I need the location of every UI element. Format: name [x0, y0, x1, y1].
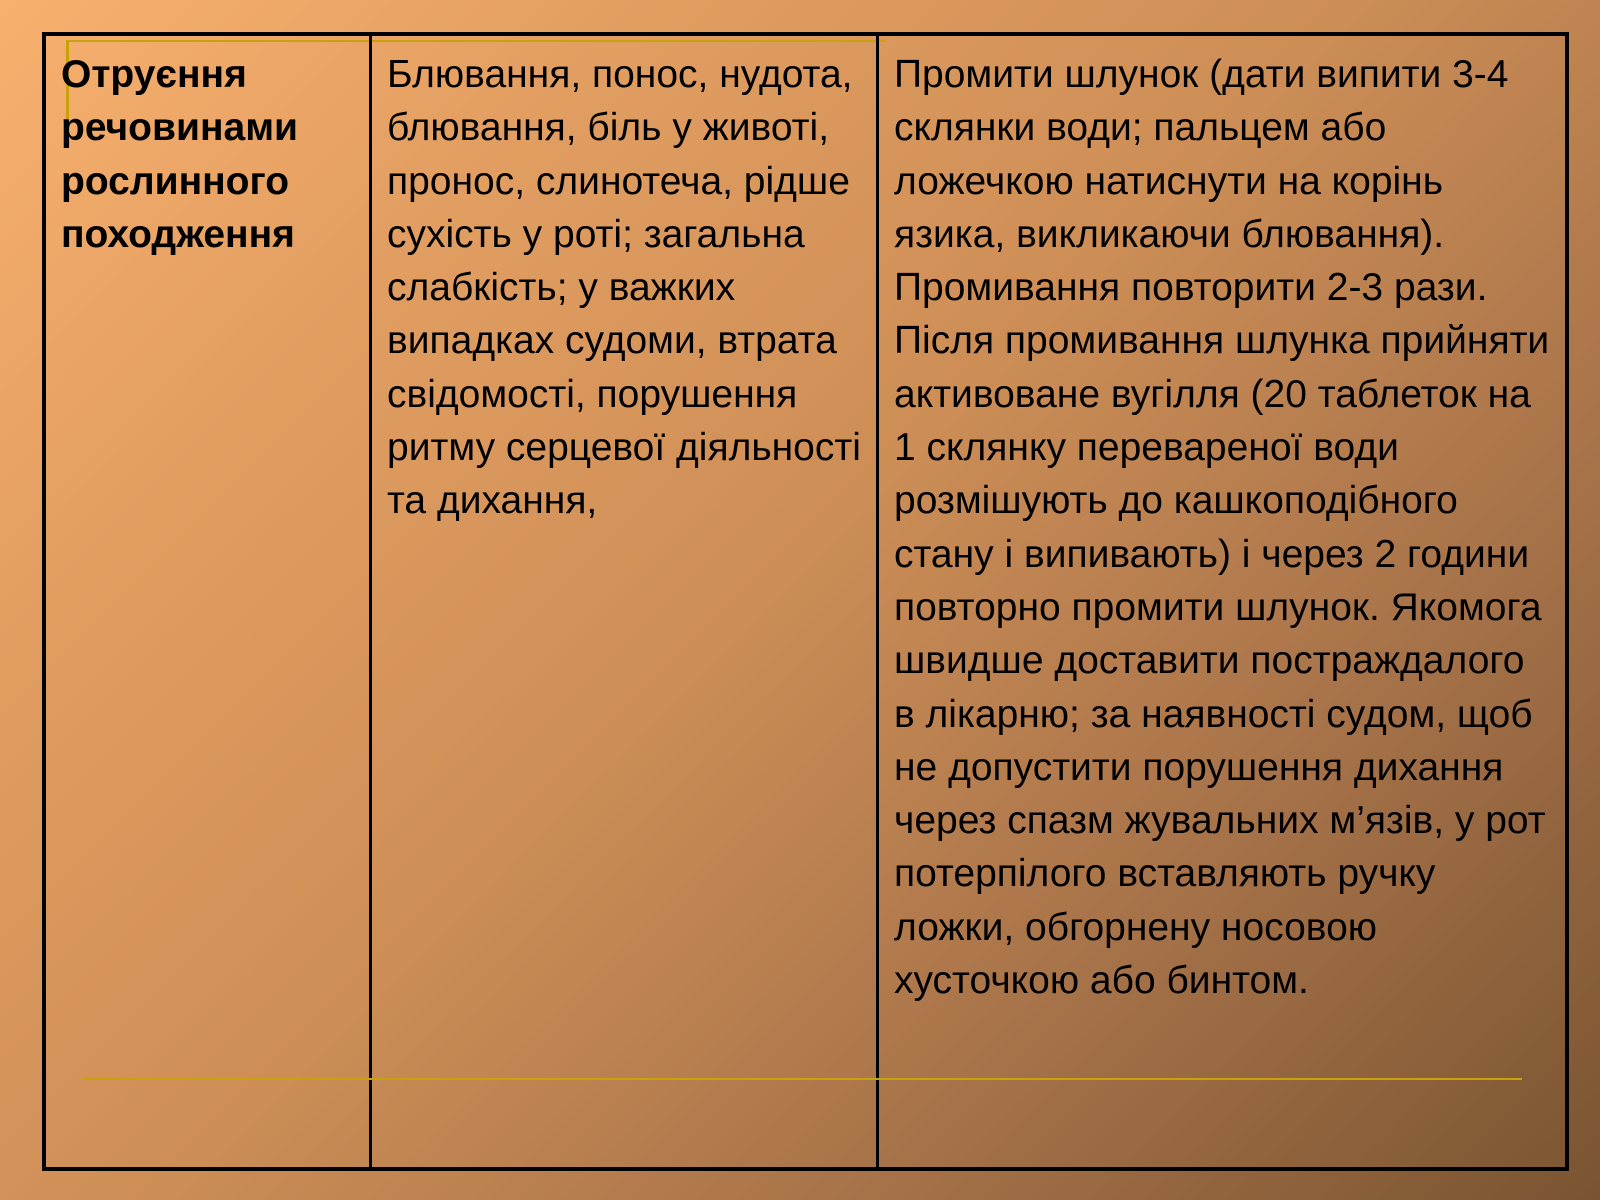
- symptoms-text: Блювання, понос, нудота, блювання, біль у животі, пронос, слинотеча, рідше сухість у роті; загальна слабкість; у важких випадках судоми, втрата свідомості, порушення ритму серцевої діяльності та дихання,: [387, 53, 861, 523]
- table-row: [44, 34, 1567, 1169]
- poisoning-type-cell: [44, 34, 371, 1169]
- symptoms-cell: [371, 34, 878, 1169]
- poisoning-table: [42, 32, 1569, 1171]
- decorative-bottom-line: [82, 1078, 1522, 1080]
- first-aid-cell: [878, 34, 1568, 1169]
- first-aid-text: Промити шлунок (дати випити 3-4 склянки води; пальцем або ложечкою натиснути на корінь язика, викликаючи блювання). Промивання повторити 2-3 рази. Після промивання шлунка прийняти активоване вугілля (20 таблеток на 1 склянку перевареної води розмішують до кашкоподібного стану і випивають) і через 2 години повторно промити шлунок. Якомога швидше доставити постраждалого в лікарню; за наявності судом, щоб не допустити порушення дихання через спазм жувальних м’язів, у рот потерпілого вставляють ручку ложки, обгорнену носовою хусточкою або бинтом.: [894, 53, 1550, 1003]
- poisoning-type-text: Отруєння речовинами рослинного походження: [61, 53, 299, 256]
